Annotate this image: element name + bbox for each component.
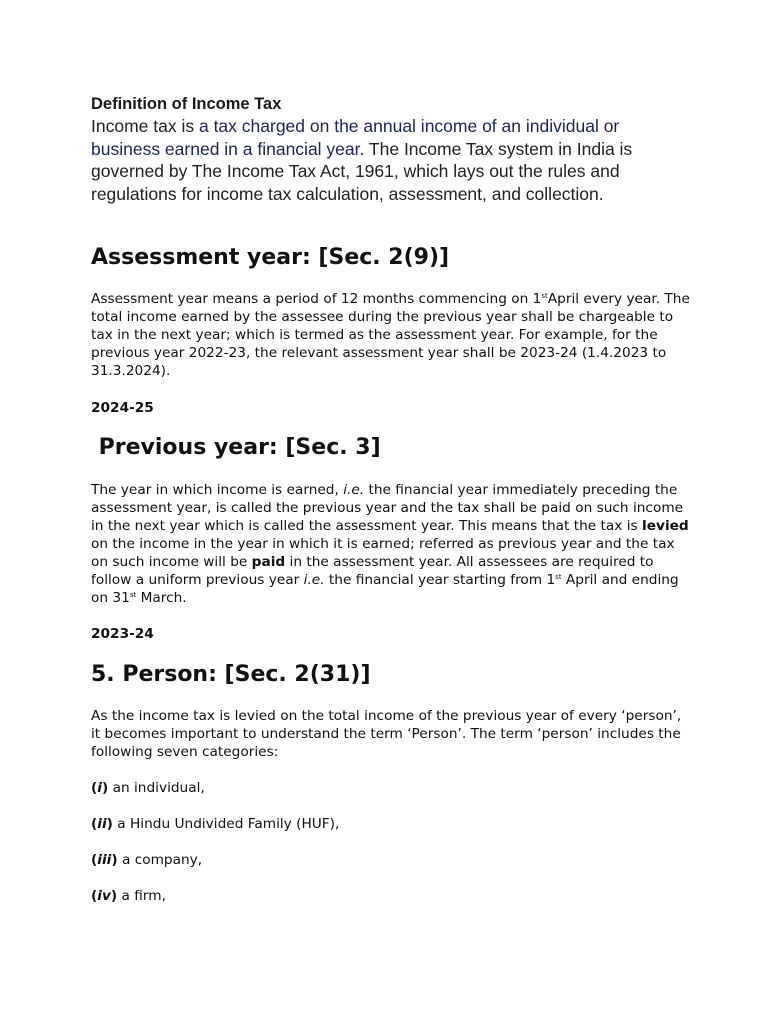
previous-ie-1: i.e. (343, 482, 365, 498)
category-close-paren: ) (111, 852, 118, 868)
definition-paragraph (91, 115, 691, 205)
previous-text-5: the financial year starting from 1 (324, 572, 556, 588)
category-text: a firm, (117, 888, 166, 904)
previous-text-1: The year in which income is earned, (91, 482, 344, 498)
assessment-year-paragraph (91, 290, 691, 380)
definition-section (91, 94, 691, 205)
previous-paid: paid (251, 554, 286, 570)
category-close-paren: ) (106, 816, 113, 832)
year-label-2024-25: 2024-25 (91, 400, 154, 416)
previous-text-4: in the assessment year. All assessees are required to follow a uniform previous year (91, 554, 654, 588)
category-text: a Hindu Undivided Family (HUF), (112, 816, 340, 832)
assessment-year-heading: Assessment year: [Sec. 2(9)] (91, 245, 450, 270)
person-heading: 5. Person: [Sec. 2(31)] (91, 662, 371, 687)
category-numeral: i (97, 780, 102, 796)
category-text: a company, (117, 852, 203, 868)
category-close-paren: ) (101, 780, 109, 796)
previous-sup-1: st (555, 573, 562, 581)
definition-highlight: a tax charged on the annual income of an individual or business earned in a financial year (91, 116, 620, 159)
definition-title: Definition of Income Tax (91, 95, 282, 113)
person-category-item (91, 779, 205, 797)
assessment-text-2: April every year. The total income earned by the assessee during the previous year shall be chargeable to tax in the next year; which is termed as the assessment year. For example, for the previous year 2022-23, the relevant assessment year shall be 2023-24 (1.4.2023 to 31.3.2024). (91, 291, 690, 379)
definition-lead: Income tax is (91, 116, 199, 136)
assessment-sup: st (541, 292, 548, 300)
category-numeral: iii (97, 852, 112, 868)
previous-text-2: the financial year immediately preceding the assessment year, is called the previous year and the tax shall be paid on such income in the next year which is called the assessment year. This means that the tax is (91, 482, 684, 534)
previous-year-paragraph (91, 481, 691, 607)
category-close-paren: ) (110, 888, 118, 904)
assessment-text-1: Assessment year means a period of 12 months commencing on 1 (91, 291, 542, 307)
previous-sup-2: st (129, 591, 137, 599)
person-category-item (91, 851, 202, 869)
category-open-paren: ( (91, 888, 98, 904)
category-open-paren: ( (91, 816, 98, 832)
year-label-2023-24: 2023-24 (91, 626, 154, 642)
previous-ie-2: i.e. (303, 572, 325, 588)
person-category-item (91, 815, 339, 833)
category-open-paren: ( (91, 780, 98, 796)
previous-text-3: on the income in the year in which it is earned; referred as previous year and the tax on such income will be (91, 536, 675, 570)
category-numeral: iv (97, 888, 111, 904)
person-category-item (91, 887, 166, 905)
category-text: an individual, (108, 780, 205, 796)
previous-levied: levied (642, 518, 689, 534)
category-numeral: ii (97, 816, 107, 832)
person-intro-paragraph: As the income tax is levied on the total income of the previous year of every ‘person’, it becomes important to understand the term ‘Person’. The term ‘person’ includes the following seven categories: (91, 708, 682, 760)
previous-text-7: March. (136, 590, 187, 606)
previous-text-6: April and ending on 31 (91, 572, 679, 606)
category-open-paren: ( (91, 852, 98, 868)
definition-rest: . The Income Tax system in India is governed by The Income Tax Act, 1961, which lays out the rules and regulations for income tax calculation, assessment, and collection. (91, 138, 633, 204)
previous-year-heading-text: Previous year: [Sec. 3] (91, 435, 381, 460)
previous-year-heading (91, 434, 381, 462)
